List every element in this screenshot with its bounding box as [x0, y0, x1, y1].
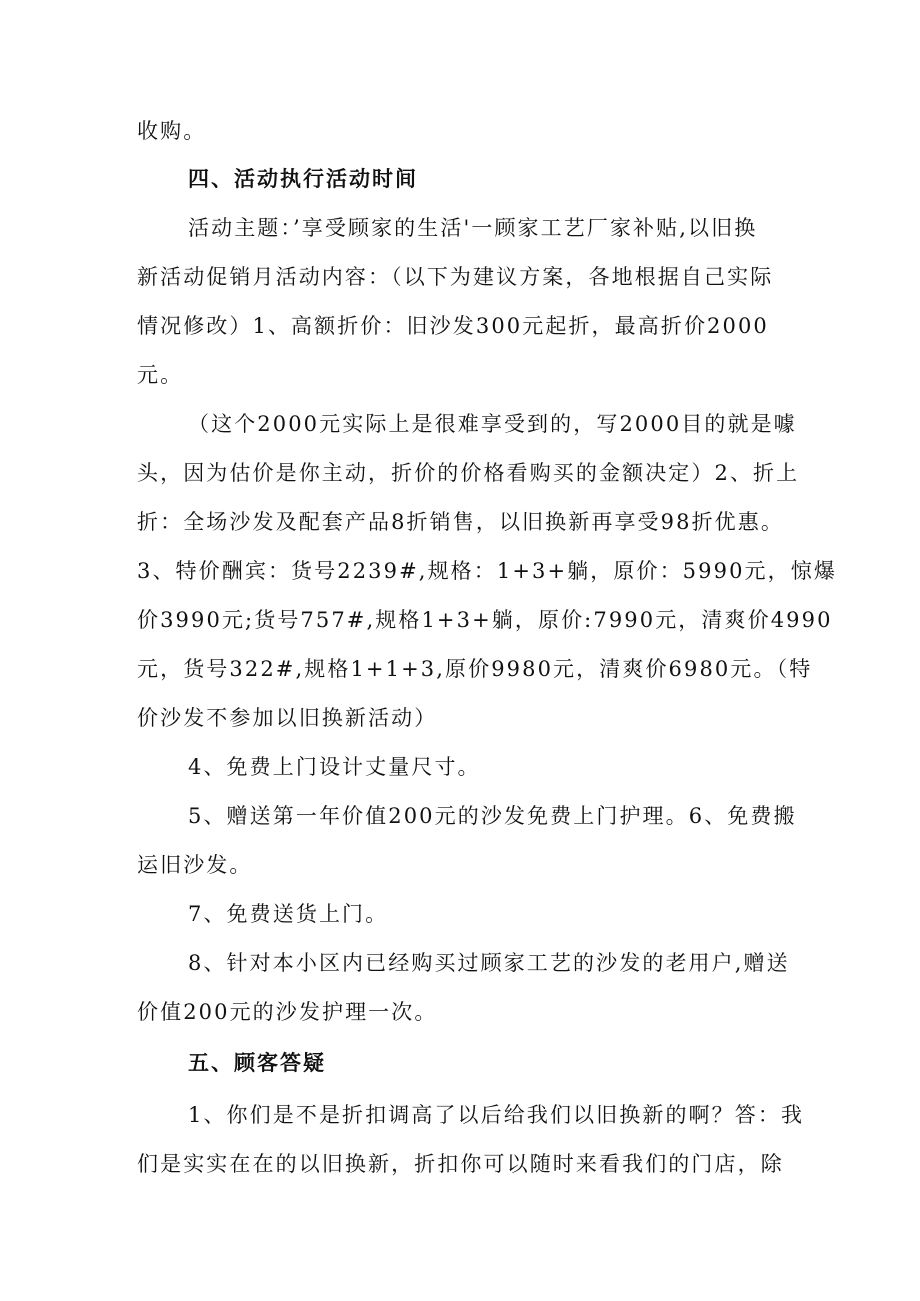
text-line-special-offer: 3、特价酬宾：货号2239#,规格：1+3+躺，原价：5990元，惊爆: [137, 559, 837, 583]
text-line: 元。: [137, 363, 184, 387]
text-line-continuation: 收购。: [137, 119, 207, 143]
text-line: 运旧沙发。: [137, 853, 253, 877]
text-line-theme: 活动主题：’享受顾家的生活'一顾家工艺厂家补贴,以旧换: [188, 216, 758, 240]
section-heading-4: 四、活动执行活动时间: [188, 167, 418, 191]
faq-item-1: 1、你们是不是折扣调高了以后给我们以旧换新的啊？答：我: [188, 1103, 805, 1127]
text-line: 情况修改）1、高额折价：旧沙发300元起折，最高折价2000: [137, 314, 769, 338]
list-item-4: 4、免费上门设计丈量尺寸。: [188, 755, 481, 779]
list-item-8: 8、针对本小区内已经购买过顾家工艺的沙发的老用户,赠送: [188, 951, 790, 975]
list-item-7: 7、免费送货上门。: [188, 902, 389, 926]
text-line: 们是实实在在的以旧换新，折扣你可以随时来看我们的门店，除: [137, 1152, 784, 1176]
text-line: 新活动促销月活动内容：（以下为建议方案，各地根据自己实际: [137, 265, 774, 289]
text-line: 价值200元的沙发护理一次。: [137, 1000, 438, 1024]
text-line-note: （这个2000元实际上是很难享受到的，写2000目的就是噱: [188, 412, 797, 436]
text-line: 价沙发不参加以旧换新活动）: [137, 706, 438, 730]
text-line: 头，因为估价是你主动，折价的价格看购买的金额决定）2、折上: [137, 461, 800, 485]
text-line: 价3990元;货号757#,规格1+3+躺，原价:7990元，清爽价4990: [137, 608, 833, 632]
text-line: 折：全场沙发及配套产品8折销售，以旧换新再享受98折优惠。: [137, 510, 784, 534]
list-item-5: 5、赠送第一年价值200元的沙发免费上门护理。6、免费搬: [188, 804, 797, 828]
section-heading-5: 五、顾客答疑: [188, 1051, 326, 1075]
text-line: 元，货号322#,规格1+1+3,原价9980元，清爽价6980元。（特: [137, 657, 813, 681]
